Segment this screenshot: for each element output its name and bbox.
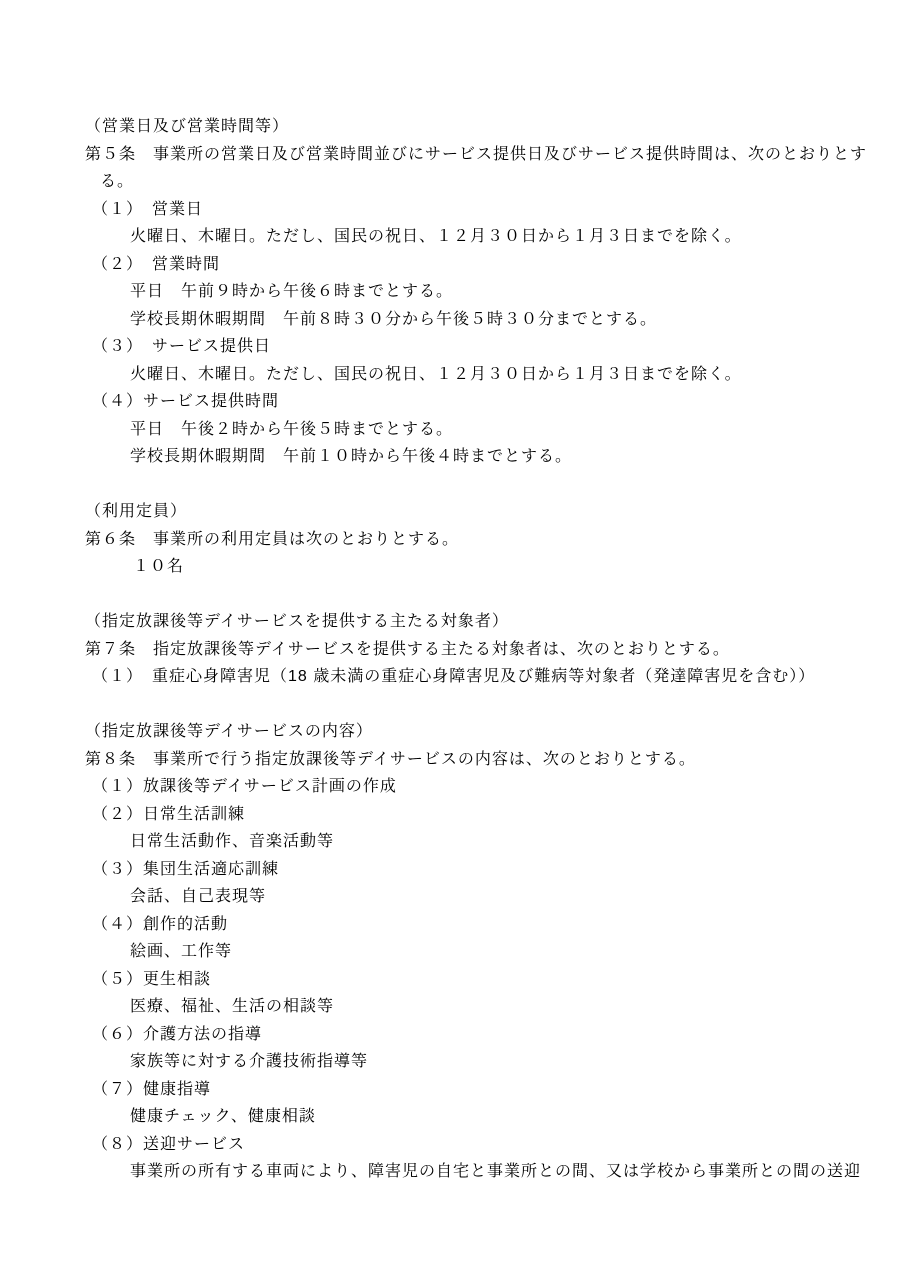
article-8-item-7-label: （７）健康指導 xyxy=(92,1080,212,1098)
article-5-item-2-detail: 学校長期休暇期間 午前８時３０分から午後５時３０分までとする。 xyxy=(130,310,658,328)
article-8-item-1-label: （１）放課後等デイサービス計画の作成 xyxy=(92,778,397,795)
section-gap xyxy=(85,581,880,609)
article-5-text-continued: る。 xyxy=(100,173,135,190)
article-5-item-2-detail: 平日 午前９時から午後６時までとする。 xyxy=(130,283,454,300)
section-article-7 xyxy=(85,608,880,691)
article-5-item-3-detail: 火曜日、木曜日。ただし、国民の祝日、１２月３０日から１月３日までを除く。 xyxy=(130,365,742,383)
article-8-item-6-detail: 家族等に対する介護技術指導等 xyxy=(130,1053,369,1070)
article-8-item-6-label: （６）介護方法の指導 xyxy=(92,1025,263,1043)
section-gap xyxy=(85,471,880,499)
article-7-text: 第７条 指定放課後等デイサービスを提供する主たる対象者は、次のとおりとする。 xyxy=(85,640,730,658)
article-5-text: 第５条 事業所の営業日及び営業時間並びにサービス提供日及びサービス提供時間は、次のとおりとす xyxy=(85,145,868,163)
article-8-item-5-label: （５）更生相談 xyxy=(92,970,212,988)
article-8-item-7-detail: 健康チェック、健康相談 xyxy=(130,1108,316,1125)
article-7-item-1-label: （１） 重症心身障害児（18 歳未満の重症心身障害児及び難病等対象者（発達障害児を含む）） xyxy=(92,668,816,685)
article-5-item-2-label: （２） 営業時間 xyxy=(92,255,221,273)
article-8-item-2-label: （２）日常生活訓練 xyxy=(92,805,246,823)
article-8-item-8-detail: 事業所の所有する車両により、障害児の自宅と事業所との間、又は学校から事業所との間の送迎 xyxy=(130,1163,862,1180)
section-heading: （営業日及び営業時間等） xyxy=(85,118,290,135)
article-8-item-3-detail: 会話、自己表現等 xyxy=(130,888,267,905)
article-8-item-3-label: （３）集団生活適応訓練 xyxy=(92,860,280,878)
section-article-6 xyxy=(85,498,880,581)
article-5-item-3-label: （３） サービス提供日 xyxy=(92,338,272,355)
article-5-item-1-label: （１） 営業日 xyxy=(92,200,204,218)
article-6-text: 第６条 事業所の利用定員は次のとおりとする。 xyxy=(85,530,460,548)
section-heading: （利用定員） xyxy=(85,503,188,520)
article-8-item-4-label: （４）創作的活動 xyxy=(92,915,229,933)
article-5-item-4-detail: 平日 午後２時から午後５時までとする。 xyxy=(130,420,454,438)
article-5-item-1-detail: 火曜日、木曜日。ただし、国民の祝日、１２月３０日から１月３日までを除く。 xyxy=(130,228,742,245)
article-5-item-4-label: （４）サービス提供時間 xyxy=(92,393,280,410)
article-8-item-4-detail: 絵画、工作等 xyxy=(130,943,233,960)
section-heading: （指定放課後等デイサービスの内容） xyxy=(85,723,373,740)
section-article-8 xyxy=(85,718,880,1186)
article-8-text: 第８条 事業所で行う指定放課後等デイサービスの内容は、次のとおりとする。 xyxy=(85,750,696,768)
section-article-5 xyxy=(85,113,880,471)
article-6-capacity-value: １０名 xyxy=(133,558,185,575)
article-8-item-5-detail: 医療、福祉、生活の相談等 xyxy=(130,998,335,1015)
section-heading: （指定放課後等デイサービスを提供する主たる対象者） xyxy=(85,613,509,630)
article-8-item-2-detail: 日常生活動作、音楽活動等 xyxy=(130,833,335,850)
article-5-item-4-detail: 学校長期休暇期間 午前１０時から午後４時までとする。 xyxy=(130,448,573,465)
section-gap xyxy=(85,691,880,719)
article-8-item-8-label: （８）送迎サービス xyxy=(92,1135,246,1153)
